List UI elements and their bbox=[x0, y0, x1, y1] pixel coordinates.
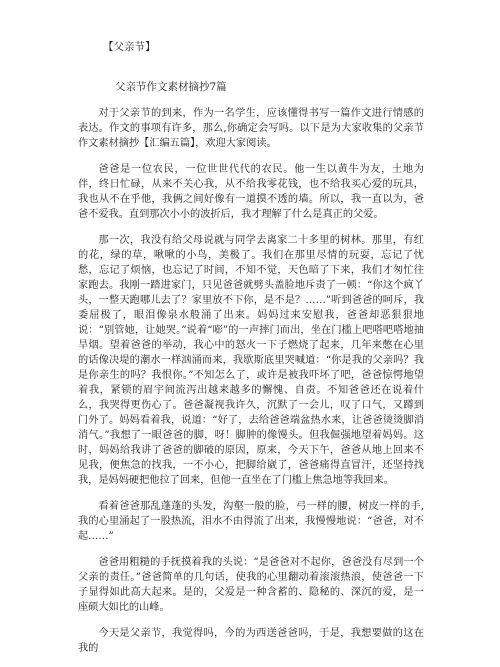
paragraph: 看着爸爸那乱蓬蓬的头发，沟壑一般的脸，弓一样的腰，树皮一样的手,我的心里涌起了一股热流，泪水不由得流了出来，我慢慢地说：“爸爸，对不起……” bbox=[78, 501, 424, 542]
document-body bbox=[78, 106, 424, 667]
paragraph: 今天是父亲节，我觉得吗，今的为西送爸爸吗，于是，我想要做的这在我的 bbox=[78, 628, 424, 654]
paragraph: 爸爸用粗糙的手抚摸着我的头说：“是爸爸对不起你，爸爸没有尽到一个父亲的责任。”爸爸简单的几句话，使我的心里翻动着滚滚热浪，使爸爸一下子显得如此高大起来。是的，父爱是一种含蓄的、隐秘的、深沉的爱，是一座硕大如比的山峰。 bbox=[78, 557, 424, 613]
paragraph: 那一次，我没有给父母说就与同学去离家二十多里的树林。那里，有红的花，绿的草，啾啾的小鸟，美极了。我们在那里尽情的玩耍，忘记了忧愁，忘记了烦恼，也忘记了时间，不知不觉，天色暗了下来，我们才匆忙往家跑去。我刚一踏进家门，只见爸爸就劈头盖脸地斥责了一顿：“你这个疯丫头，一整天跑哪儿去了？家里放不下你，是不是？……”听到爸爸的呵斥，我委屈极了，眼泪像泉水般涌了出来。妈妈过来安慰我，爸爸却恶狠狠地说：“别管她，让她哭。”说着“嘭”的一声摔门而出，坐在门槛上吧嗒吧嗒地抽旱烟。望着爸爸的举动，我心中的怒火一下子燃烧了起来，几年来憋在心里的话像决堤的潮水一样汹涌而来，我歇斯底里哭喊道：“你是我的父亲吗？我是你亲生的吗？我恨你。”不知怎么了，或许是被我吓坏了吧，爸爸惊愕地望着我，紧锁的眉宇间流泻出越来越多的懈愧、自责。不知爸爸还在说着什么，我哭得更伤心了。爸爸凝视我许久，沉默了一会儿，叹了口气，又蹲到门外了。妈妈看着我，说道：“好了，去给爸爸端盆热水来，让爸爸烫烫脚消消气。”我想了一眼爸爸的脚，呀！脚肿的像馒头。但我倔强地望着妈妈。这时，妈妈给我讲了爸爸的脚破的原因，原来，今天下午，爸爸从地上回来不见我，便焦急的找我，一不小心，把脚给崴了，爸爸痛得直冒汗，还坚持找我，是妈妈硬把他拉了回来，但他一直坐在了门槛上焦急地等我回来。 bbox=[78, 235, 424, 486]
section-tag: 【父亲节】 bbox=[103, 41, 156, 53]
document-title: 父亲节作文素材摘抄7篇 bbox=[115, 81, 227, 93]
paragraph: 爸爸是一位农民，一位世世代代的农民。他一生以黄牛为友，土地为伴，终日忙碌，从来不关心我，从不给我零花钱，也不给我买心爱的玩具，我也从不在乎他，我俩之间好像有一道摸不透的墙。所以，我一直以为，爸爸不爱我。直到那次小小的波折后，我才理解了什么是真正的父爱。 bbox=[78, 164, 424, 220]
paragraph: 对于父亲节的到来，作为一名学生，应该懂得书写一篇作文进行情感的表达。作文的事项有许多，那么,你确定会写吗。以下是为大家收集的父亲节作文素材摘抄【汇编五篇】，欢迎大家阅读。 bbox=[78, 108, 424, 149]
